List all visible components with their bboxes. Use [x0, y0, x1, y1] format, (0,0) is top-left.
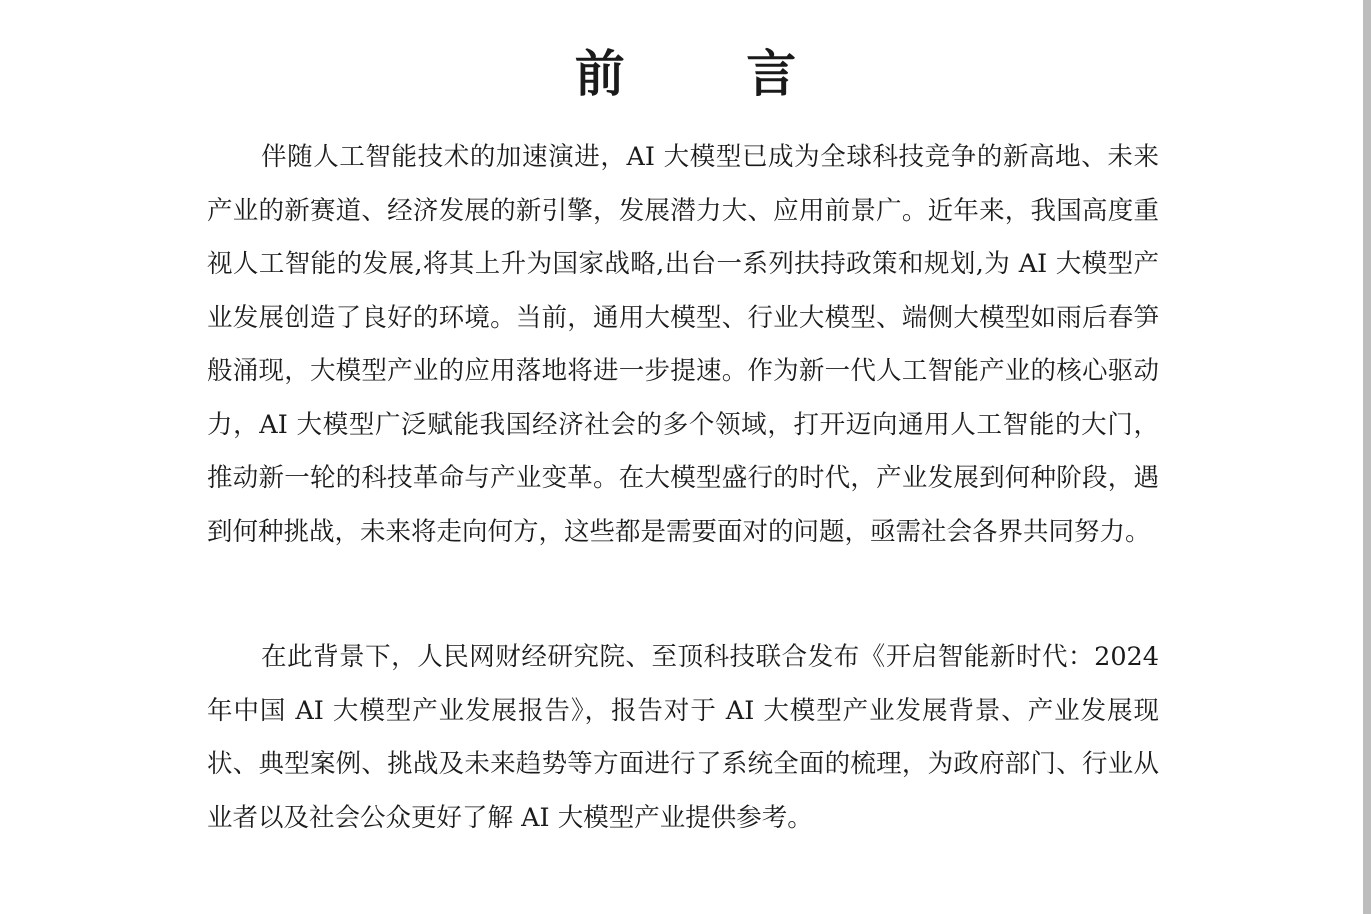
scrollbar[interactable]: [1363, 0, 1371, 914]
paragraph-1: 伴随人工智能技术的加速演进，AI 大模型已成为全球科技竞争的新高地、未来产业的新赛道、经济发展的新引擎，发展潜力大、应用前景广。近年来，我国高度重视人工智能的发展,将其上升为国家战略,出台一系列扶持政策和规划,为 AI 大模型产业发展创造了良好的环境。当前，通用大模型、行业大模型、端侧大模型如雨后春笋般涌现，大模型产业的应用落地将进一步提速。作为新一代人工智能产业的核心驱动力，AI 大模型广泛赋能我国经济社会的多个领域，打开迈向通用人工智能的大门，推动新一轮的科技革命与产业变革。在大模型盛行的时代，产业发展到何种阶段，遇到何种挑战，未来将走向何方，这些都是需要面对的问题，亟需社会各界共同努力。: [207, 142, 1159, 547]
paragraph-2: 在此背景下，人民网财经研究院、至顶科技联合发布《开启智能新时代：2024 年中国 AI 大模型产业发展报告》，报告对于 AI 大模型产业发展背景、产业发展现状、典型案例、挑战及未来趋势等方面进行了系统全面的梳理，为政府部门、行业从业者以及社会公众更好了解 AI 大模型产业提供参考。: [207, 642, 1159, 833]
page-title: 前 言: [574, 44, 849, 103]
